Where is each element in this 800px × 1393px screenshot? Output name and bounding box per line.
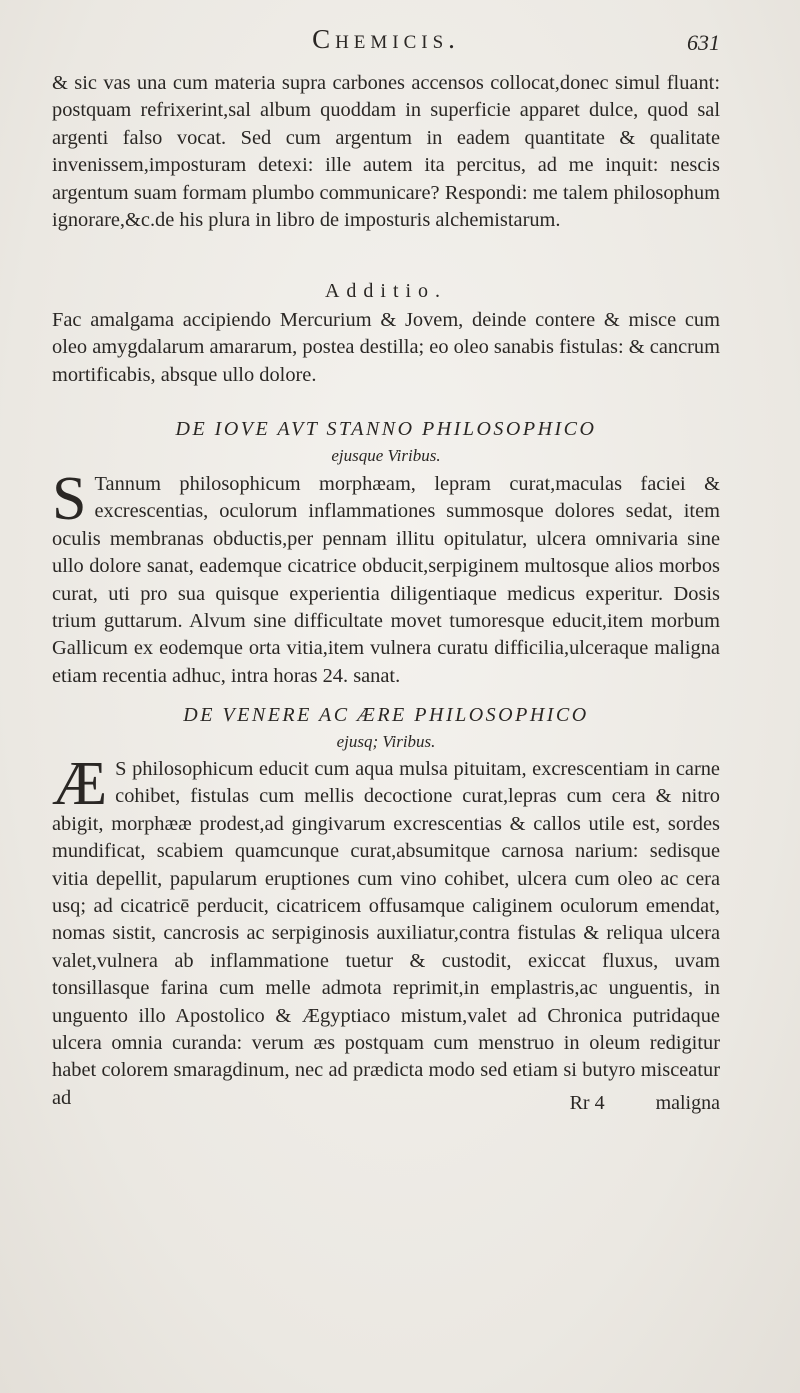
subheading-de-venere: ejusq; Viribus. [336,732,436,751]
page-number: 631 [687,30,720,55]
running-title: Chemicis. [312,24,460,54]
heading-additio: Additio. [324,280,448,302]
signature-mark: Rr 4 [569,1092,605,1114]
paragraph-aes [52,750,720,1112]
paragraph-stannum [52,465,720,690]
paragraph-stannum-text: Tannum philosophicum morphæam, lepram curat,maculas faciei & excrescentias, oculorum inflammationes summosque dolores sedat, item oculis membranas obductis,per pennam illitu opitulatur, ulcera omnivaria sine ullo dolore sanat, eademque cicatrice obducit,serpiginem multosque alios morbos curat, uti pro sua quisque experientia diligentiaque medicus experitur. Dosis trium guttarum. Alvum sine difficultate movet tumoresque educit,item morbum Gallicum ex eodemque orta vitia,item vulnera curatu difficilia,ulceraque maligna etiam recentia adhuc, intra horas 24. sanat. [52,473,720,687]
drop-cap-ae: Æ [52,750,108,818]
paragraph-chemicis-continued: & sic vas una cum materia supra carbones accensos collocat,donec simul fluant: postquam refrixerint,sal album quoddam in superficie apparet dulce, quod sal argenti falso vocat. Sed cum argentum in eadem quantitate & qualitate invenissem,imposturam detexi: ille autem ita percitus, ad me inquit: nescis argentum suam formam plumbo communicare? Respondi: me talem philosophum ignorare,&c.de his plura in libro de imposturis alchemistarum. [52,72,720,232]
drop-cap-s: S [52,465,87,533]
heading-de-iove: DE IOVE AVT STANNO PHILOSOPHICO [175,418,597,440]
subheading-de-iove: ejusque Viribus. [331,446,441,465]
paragraph-additio: Fac amalgama accipiendo Mercurium & Jovem, deinde contere & misce cum oleo amygdalarum amararum, postea destilla; eo oleo sanabis fistulas: & cancrum mortificabis, absque ullo dolore. [52,309,720,386]
page-header [52,24,720,60]
page-footer [52,1092,720,1115]
catchword: maligna [655,1092,720,1114]
paragraph-aes-text: S philosophicum educit cum aqua mulsa pituitam, excrescentiam in carne cohibet, fistulas cum mellis decoctione curat,lepras cum cera & nitro abigit, morphææ prodest,ad gingivarum excrescentias & callos utile est, sordes mundificat, scabiem quamcunque curat,absumitque carnosa narium: sedisque vitia depellit, papularum eruptiones cum vino cohibet, ulcera cum oleo ac cera usq; ad cicatricē perducit, cicatricem offusamque caliginem oculorum emendat, nomas sistit, cancrosis ac serpiginosis auxiliatur,contra fistulas & reliqua ulcera valet,vulnera ab inflammatione tuetur & custodit, exiccat fluxus, uvam tonsillasque farina cum melle admota reprimit,in emplastris,ac unguentis, in unguento illo Apostolico & Ægyptiaco mistum,valet ad Chronica putridaque ulcera omnia curanda: verum æs postquam cum menstruo in oleum redigitur habet colorem smaragdinum, nec ad prædicta modo sed etiam si butyro misceatur ad [52,758,720,1109]
heading-de-venere: DE VENERE AC ÆRE PHILOSOPHICO [183,704,589,726]
